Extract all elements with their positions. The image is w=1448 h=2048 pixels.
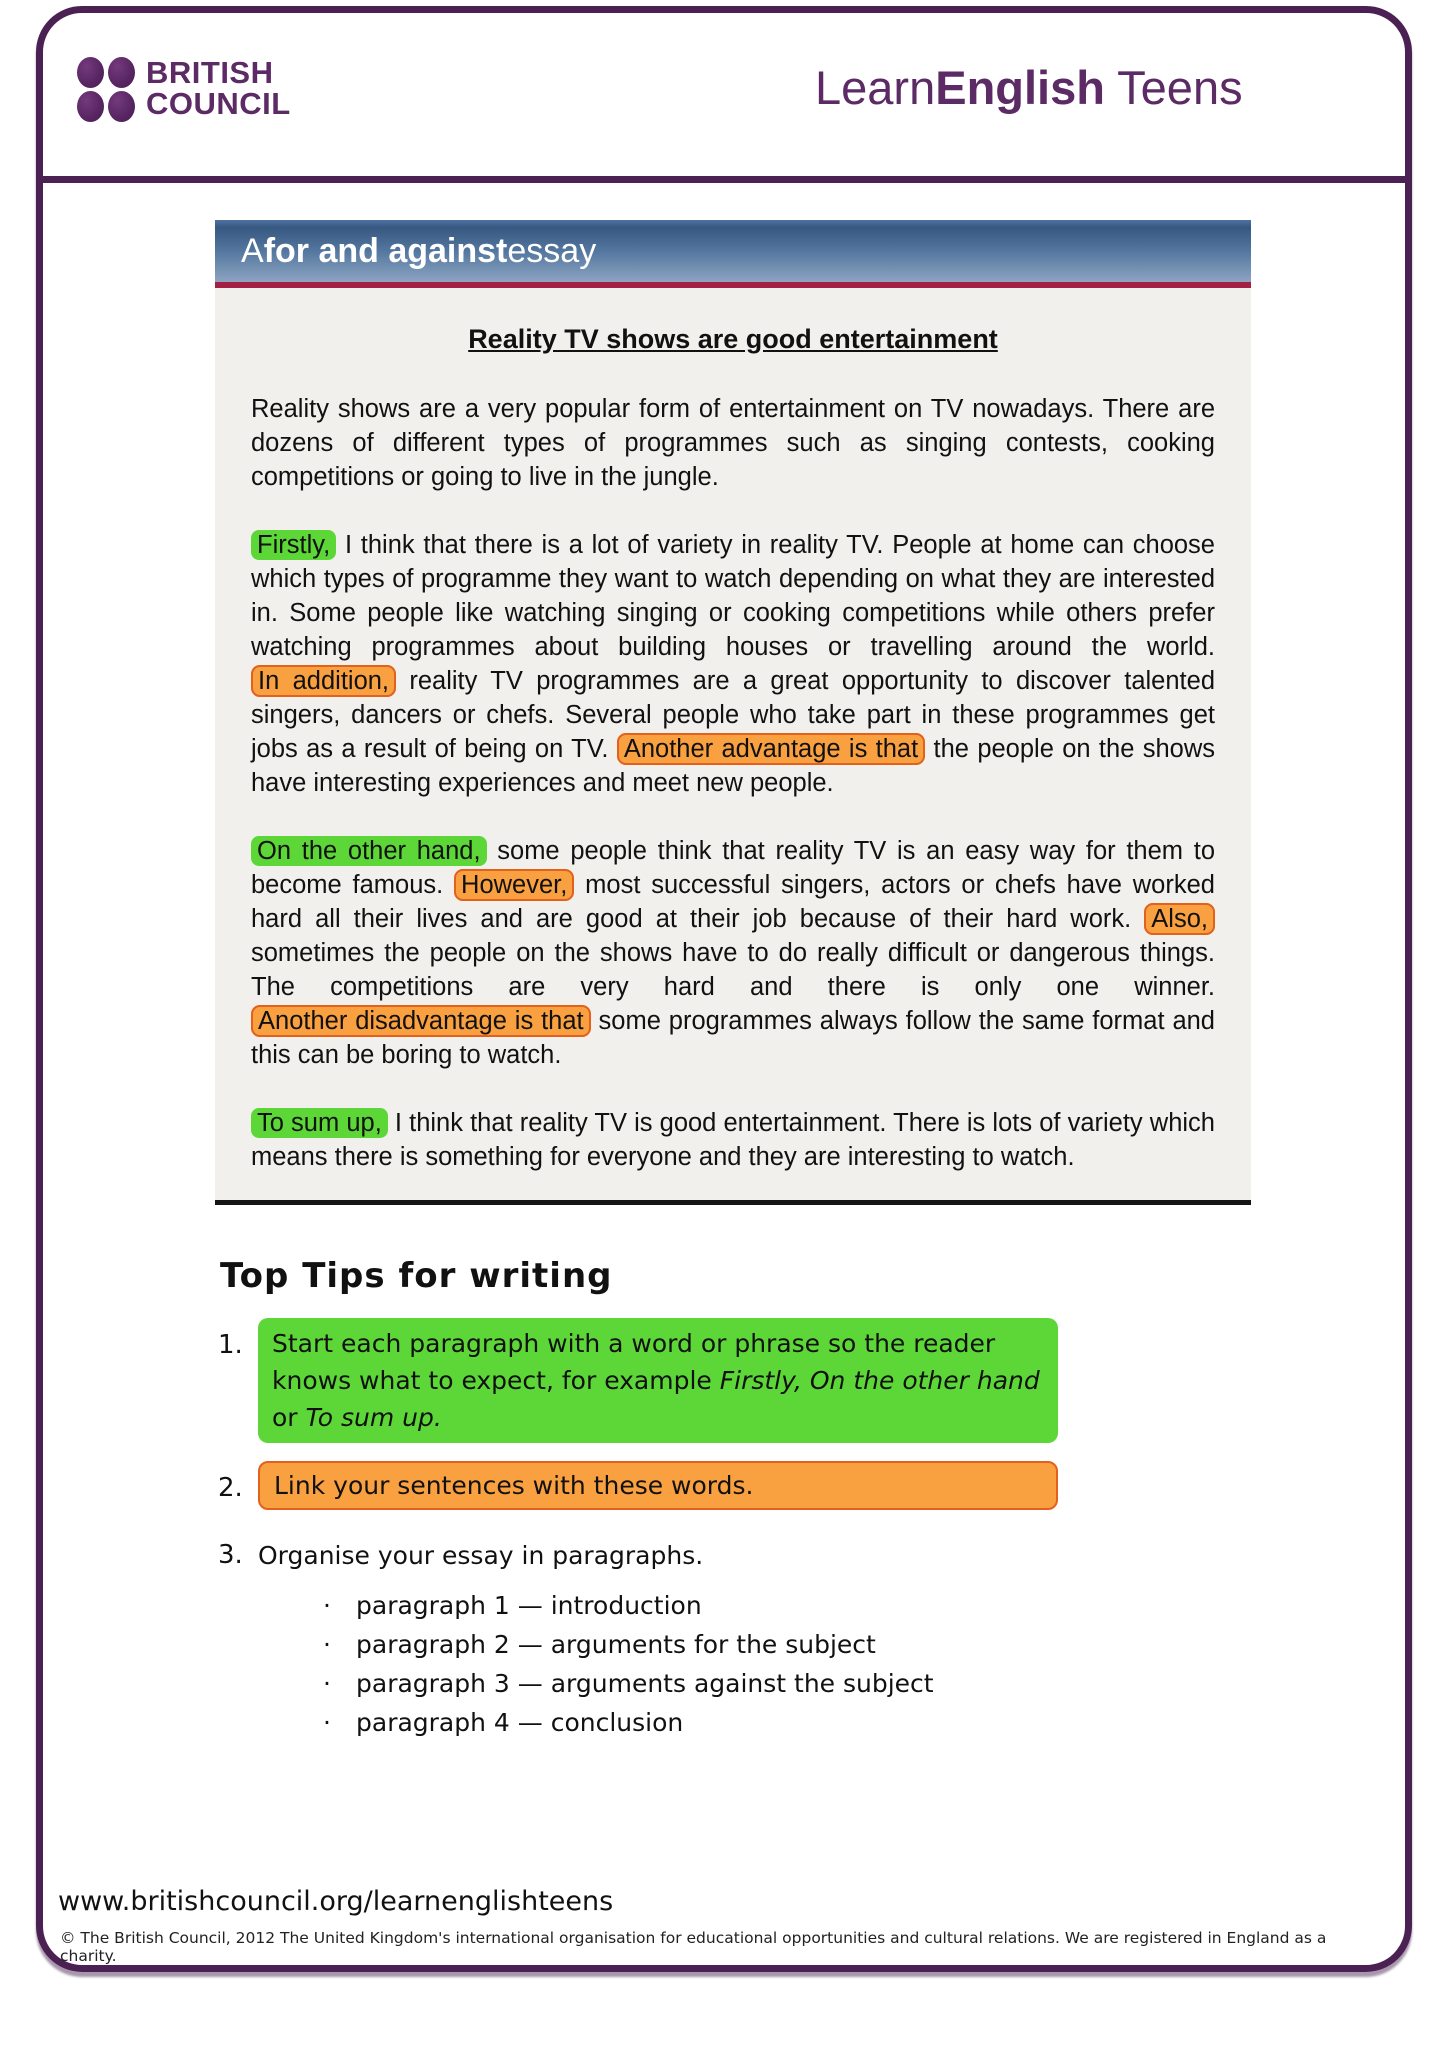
- essay-text: sometimes the people on the shows have to do really difficult or dangerous things. The competitions are very hard and there is only one winner.: [251, 939, 1215, 1001]
- essay-text: I think that there is a lot of variety in reality TV. People at home can choose which types of programme they want to watch depending on what they are interested in. Some people like watching singing or cooking competitions while others prefer watching programmes about building houses or travelling around the world.: [251, 531, 1215, 661]
- tip-text-segment: Link your sentences with these words.: [274, 1471, 754, 1500]
- essay-text: reality TV programmes are a great opportunity to discover talented singers, dancers or chefs. Several people who take part in these programmes get jobs as a result of being on TV.: [251, 667, 1215, 763]
- list-item-text: paragraph 2 — arguments for the subject: [356, 1630, 876, 1659]
- highlight-orange-phrase: In addition,: [251, 665, 396, 697]
- paragraph-structure-list: [298, 1586, 934, 1742]
- tip-example-italic: To sum up.: [305, 1403, 442, 1432]
- essay-paragraph: [251, 528, 1215, 800]
- british-council-wordmark: [146, 57, 291, 119]
- essay-text: I think that reality TV is good entertainment. There is lots of variety which means there is something for everyone and they are interesting to watch.: [251, 1109, 1215, 1171]
- bullet-dot-icon: ·: [323, 1708, 331, 1737]
- list-item: [298, 1703, 934, 1742]
- tip-number: 3.: [218, 1540, 243, 1570]
- bullet-dot-icon: ·: [323, 1669, 331, 1698]
- footer-copyright: © The British Council, 2012 The United Kingdom's international organisation for educational opportunities and cultural relations. We are registered in England as a charity.: [60, 1929, 1327, 1965]
- british-council-logo: [77, 57, 291, 122]
- bullet-dot-icon: ·: [323, 1591, 331, 1620]
- tip-number: 2.: [218, 1473, 243, 1503]
- essay-text: the people on the shows have interesting experiences and meet new people.: [251, 735, 1215, 797]
- brand-teens: Teens: [1104, 61, 1243, 114]
- essay-title: Reality TV shows are good entertainment: [468, 324, 998, 354]
- logo-line2: COUNCIL: [146, 86, 291, 121]
- tip-text-highlight-orange: [258, 1461, 1058, 1510]
- essay-text: Reality shows are a very popular form of entertainment on TV nowadays. There are dozens of different types of programmes such as singing contests, cooking competitions or going to live in the jungle.: [251, 395, 1215, 491]
- tip-item: [218, 1318, 1278, 1443]
- highlight-orange-phrase: Also,: [1144, 903, 1215, 935]
- tip-text-highlight-green: [258, 1318, 1058, 1443]
- top-tips-section: [218, 1256, 1278, 1760]
- highlight-orange-phrase: Another advantage is that: [617, 733, 925, 765]
- tip-content: [258, 1318, 1058, 1443]
- tip-content: [258, 1461, 1058, 1510]
- logo-dot-icon: [77, 91, 104, 122]
- banner-bold: for and against: [263, 231, 508, 270]
- highlight-orange-phrase: However,: [454, 869, 574, 901]
- logo-line1: BRITISH: [146, 55, 274, 90]
- highlight-orange-phrase: Another disadvantage is that: [251, 1005, 591, 1037]
- logo-dot-icon: [108, 91, 135, 122]
- tip-text: [258, 1528, 934, 1574]
- learnenglish-teens-wordmark: [815, 60, 1243, 115]
- banner-suffix: essay: [507, 231, 597, 270]
- essay-text: some people think that reality TV is an easy way for them to become famous.: [251, 837, 1216, 899]
- tip-item: [218, 1461, 1278, 1510]
- essay-text: some programmes always follow the same format and this can be boring to watch.: [251, 1007, 1215, 1069]
- tips-title: Top Tips for writing: [220, 1256, 613, 1296]
- list-item-text: paragraph 3 — arguments against the subject: [356, 1669, 934, 1698]
- header-divider: [43, 176, 1405, 183]
- essay-paragraphs: [251, 392, 1215, 1174]
- brand-learn: Learn: [815, 61, 936, 114]
- tip-content: [258, 1528, 934, 1742]
- highlight-green-phrase: On the other hand,: [251, 836, 487, 866]
- banner-prefix: A: [241, 231, 264, 270]
- essay-paragraph: [251, 834, 1215, 1072]
- list-item-text: paragraph 1 — introduction: [356, 1591, 702, 1620]
- tip-text-segment: or: [272, 1403, 306, 1432]
- tip-example-italic: Firstly, On the other hand: [719, 1366, 1040, 1395]
- essay-paragraph: [251, 392, 1215, 494]
- tip-text-segment: Organise your essay in paragraphs.: [258, 1541, 704, 1570]
- tips-list: [218, 1318, 1278, 1742]
- logo-dot-icon: [108, 57, 135, 88]
- list-item: [298, 1586, 934, 1625]
- tip-number: 1.: [218, 1330, 243, 1360]
- tip-text-segment: Start each paragraph with a word or phrase so the reader knows what to expect, for example: [272, 1329, 996, 1395]
- british-council-dots-icon: [77, 57, 135, 122]
- list-item: [298, 1625, 934, 1664]
- essay-box: [215, 220, 1251, 1205]
- highlight-green-phrase: Firstly,: [251, 530, 336, 560]
- essay-banner: [215, 220, 1251, 282]
- essay-text: most successful singers, actors or chefs have worked hard all their lives and are good at their job because of their hard work.: [251, 871, 1215, 933]
- brand-english: English: [935, 61, 1105, 114]
- footer-url[interactable]: www.britishcouncil.org/learnenglishteens: [58, 1886, 614, 1917]
- list-item: [298, 1664, 934, 1703]
- tip-item: [218, 1528, 1278, 1742]
- essay-body: [215, 288, 1251, 1200]
- highlight-green-phrase: To sum up,: [251, 1108, 388, 1138]
- list-item-text: paragraph 4 — conclusion: [356, 1708, 684, 1737]
- logo-dot-icon: [77, 57, 104, 88]
- essay-paragraph: [251, 1106, 1215, 1174]
- bullet-dot-icon: ·: [323, 1630, 331, 1659]
